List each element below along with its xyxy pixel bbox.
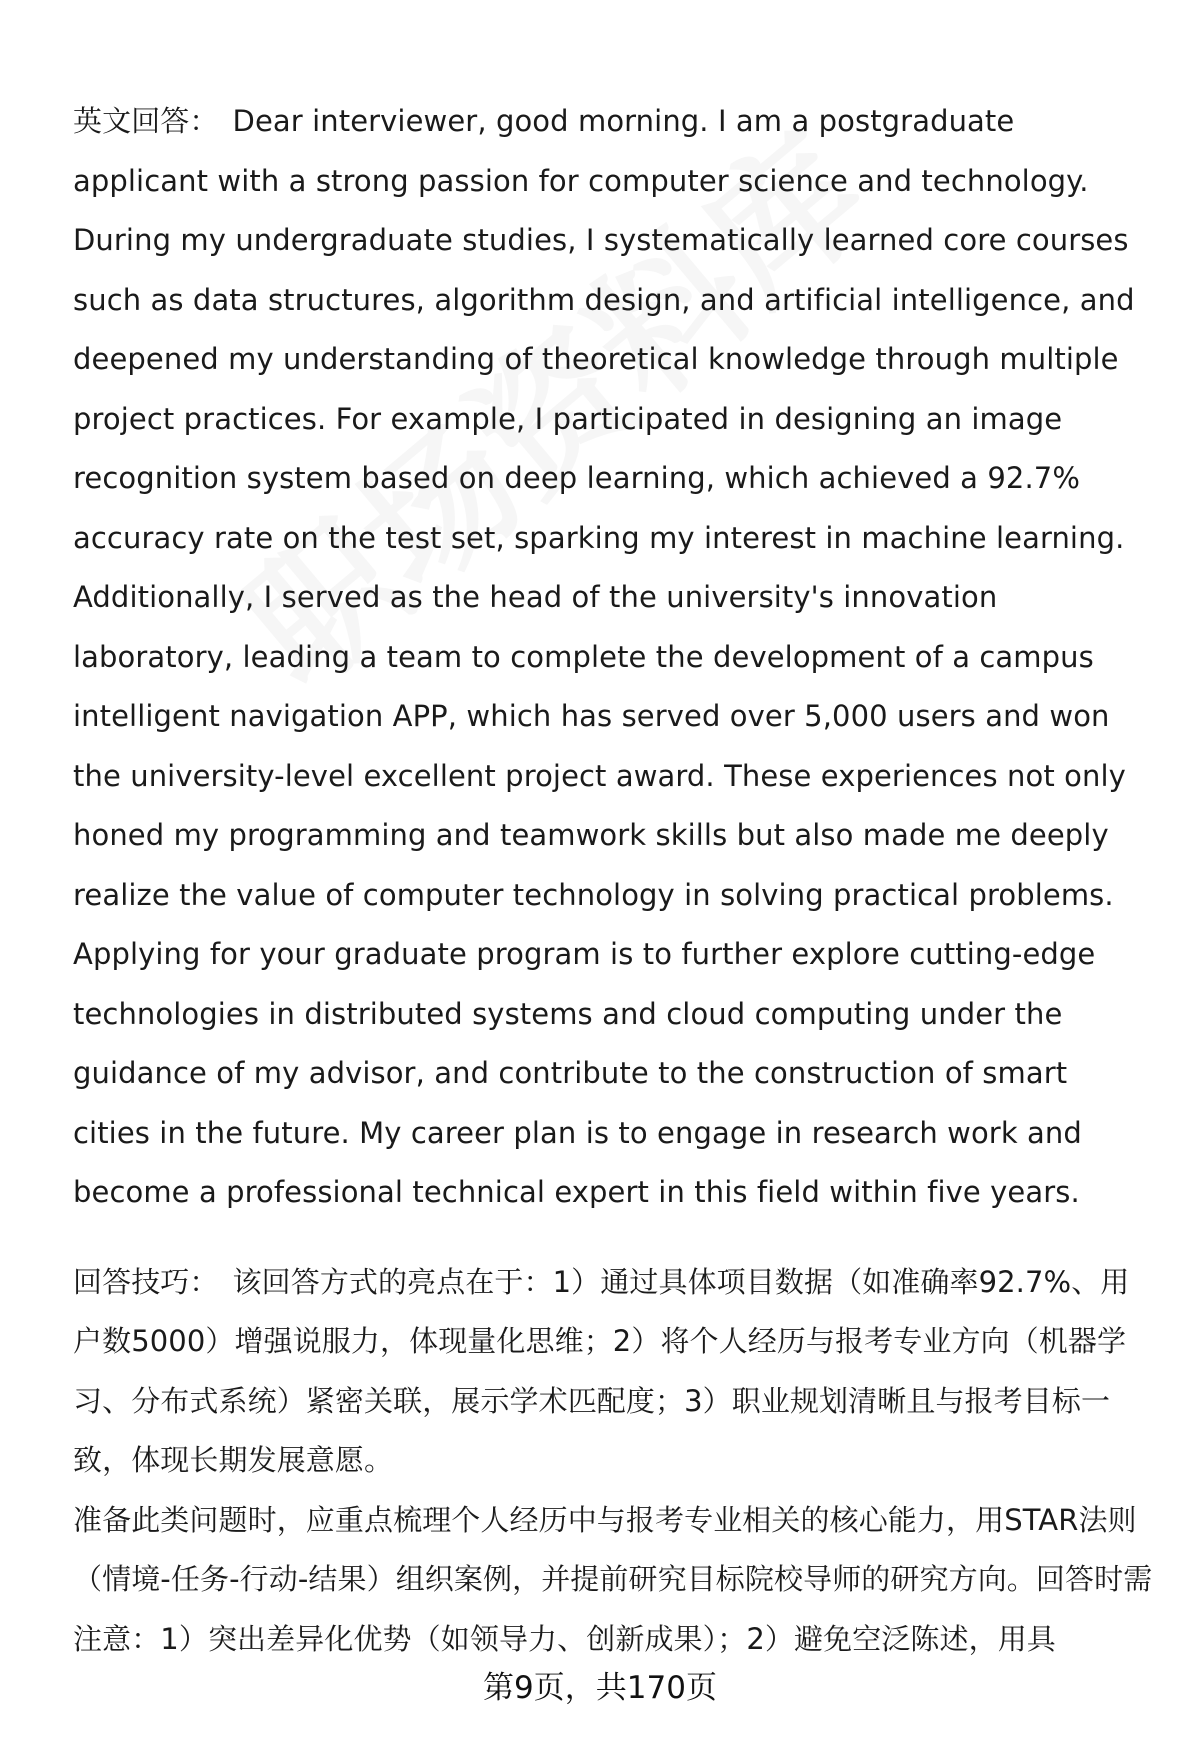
preparation-paragraph (73, 1491, 1153, 1670)
preparation-text: 准备此类问题时，应重点梳理个人经历中与报考专业相关的核心能力，用STAR法则（情境-任务-行动-结果）组织案例，并提前研究目标院校导师的研究方向。回答时需注意：1）突出差异化优势（如领导力、创新成果）；2）避免空泛陈述，用具 (73, 1502, 1153, 1656)
page-number-footer: 第9页，共170页 (483, 1670, 717, 1706)
english-answer-paragraph (73, 92, 1153, 1223)
english-answer-label: 英文回答： (73, 104, 219, 138)
tips-text: 该回答方式的亮点在于：1）通过具体项目数据（如准确率92.7%、用户数5000）增强说服力，体现量化思维；2）将个人经历与报考专业方向（机器学习、分布式系统）紧密关联，展示学术匹配度；3）职业规划清晰且与报考目标一致，体现长期发展意愿。 (73, 1264, 1130, 1477)
paragraph-spacer (73, 1223, 1153, 1253)
tips-label: 回答技巧： (73, 1264, 219, 1299)
english-answer-text: Dear interviewer, good morning. I am a postgraduate applicant with a strong passion for computer science and technology. During my undergraduate studies, I systematically learned core courses such as data structures, algorithm design, and artificial intelligence, and deepened my understanding of theoretical knowledge through multiple project practices. For example, I participated in designing an image recognition system based on deep learning, which achieved a 92.7% accuracy rate on the test set, sparking my interest in machine learning. Additionally, I served as the head of the university's innovation laboratory, leading a team to complete the development of a campus intelligent navigation APP, which has served over 5,000 users and won the university-level excellent project award. These experiences not only honed my programming and teamwork skills but also made me deeply realize the value of computer technology in solving practical problems. Applying for your graduate program is to further explore cutting-edge technologies in distributed systems and cloud computing under the guidance of my advisor, and contribute to the construction of smart cities in the future. My career plan is to engage in research work and become a professional technical expert in this field within five years. (73, 104, 1135, 1209)
tips-paragraph (73, 1253, 1153, 1491)
document-body (73, 92, 1153, 1669)
